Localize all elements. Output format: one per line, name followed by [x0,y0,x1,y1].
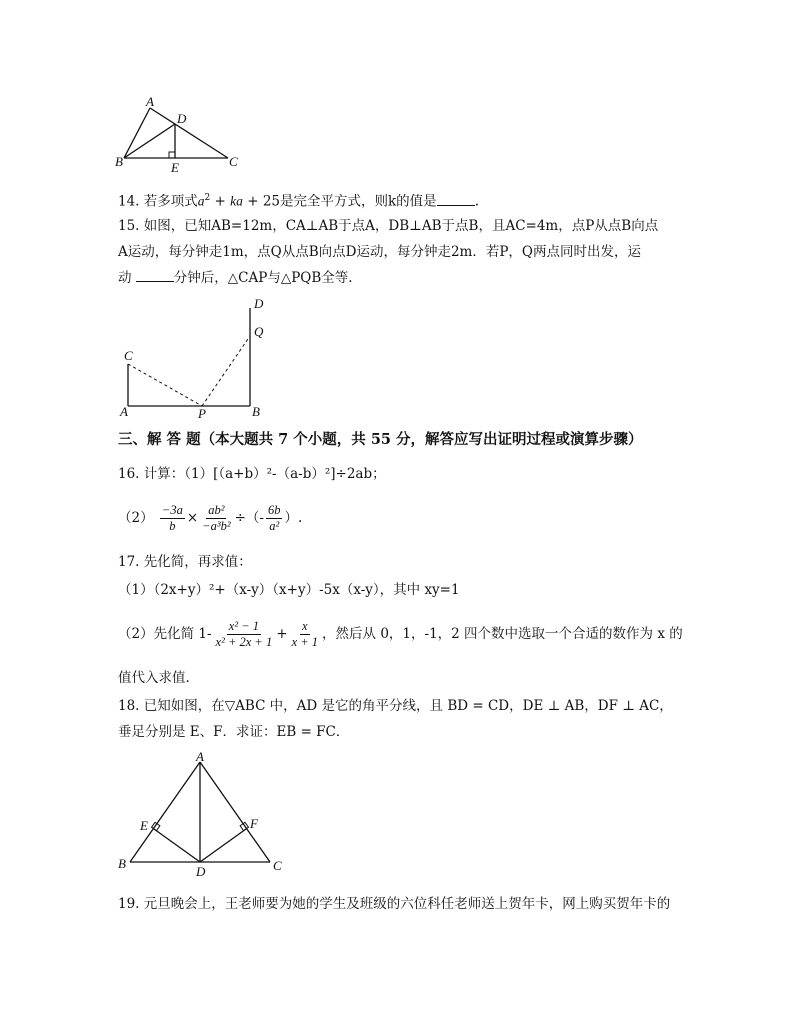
label-C: C [229,154,238,169]
q14-text-pre: 若多项式 [143,193,198,210]
question-17-line-4: 值代入求值. [118,670,190,686]
question-15-line-3 [118,268,678,288]
q15-text-pre: 动 [118,270,136,286]
figure-triangle-abc-def [110,750,300,880]
label-D: D [177,111,187,126]
question-15-line-2: A运动，每分钟走1m，点Q从点B向点D运动，每分钟走2m．若P，Q两点同时出发，运 [118,244,641,260]
label-C: C [124,348,133,363]
question-16-part-1: 16. 计算：（1）[（a+b）²-（a-b）²]÷2ab； [118,466,386,482]
q16-part-2-label: （2） [118,510,154,526]
figure-1-svg [110,92,250,174]
question-17-part-1: （1）（2x+y）²+（x-y）（x+y）-5x（x-y），其中 xy=1 [118,582,460,598]
label-D: D [196,864,206,879]
question-16-part-2 [118,498,678,538]
label-B: B [118,856,126,871]
q14-end: . [474,193,479,210]
label-F: F [250,816,258,831]
q14-plus: + [210,193,231,210]
q16-times: × [186,510,199,526]
q16-divide: ÷（- [234,510,264,526]
question-14: 14. 若多项式$a^2$ + ka + 25是完全平方式，则k的值是 . [118,193,479,210]
figure-cap-pqb [112,294,272,422]
label-B: B [115,154,123,169]
question-15-line-1: 15. 如图，已知AB=12m，CA⊥AB于点A，DB⊥AB于点B，且AC=4m，点P从点B向点 [118,218,659,234]
q17-fraction-1: $\frac{\text{x² − 1}}{\text{x² + 2x + 1}}$ [215,619,273,649]
q16-close: ）. [284,510,303,526]
label-E: E [140,818,148,833]
question-18-line-2: 垂足分别是 E、F．求证：EB = FC． [118,724,350,740]
q17-part-2-pre: （2）先化简 1- [118,626,212,642]
q14-answer-blank[interactable] [437,193,475,206]
figure-2-svg [112,294,272,422]
q16-fraction-2: $\frac{\text{ab²}}{\text{−a³b²}}$ [202,503,231,533]
q15-text-post: 分钟后，△CAP与△PQB全等. [173,270,353,286]
q14-term-ka: ka [230,193,243,209]
question-19-line-1: 19. 元旦晚会上，王老师要为她的学生及班级的六位科任老师送上贺年卡，网上购买贺年卡的 [118,896,671,912]
figure-triangle-abc-de [110,92,250,174]
q17-part-2-post: ，然后从 0，1，-1，2 四个数中选取一个合适的数作为 x 的 [322,626,683,642]
q14-number: 14. [118,193,140,210]
label-P: P [198,406,206,421]
question-17-part-2 [118,614,683,654]
q16-fraction-1: $\frac{-3a}{b}$ [161,503,183,533]
label-Q: Q [254,324,264,339]
label-A: A [120,404,128,419]
label-D: D [254,296,264,311]
label-C: C [273,858,282,873]
label-A: A [196,750,204,764]
figure-3-svg [110,750,300,880]
label-E: E [171,160,179,174]
label-A: A [146,94,154,109]
q15-answer-blank[interactable] [136,269,174,282]
q14-constant: + 25 [242,193,280,210]
q17-plus: + [276,626,288,642]
q17-fraction-2: $\frac{x}{x + 1}$ [291,619,319,649]
q16-fraction-3: $\frac{6b}{\text{a²}}$ [267,503,281,533]
q14-text-post: 是完全平方式，则k的值是 [280,193,437,210]
q14-var-a: a [197,193,205,209]
question-18-line-1: 18. 已知如图，在▽ABC 中，AD 是它的角平分线，且 BD = CD，DE ⊥ AB，DF ⊥ AC， [118,698,673,714]
question-17-intro: 17. 先化简，再求值： [118,554,252,570]
section-3-heading: 三、解 答 题（本大题共 7 个小题，共 55 分，解答应写出证明过程或演算步骤） [118,431,643,448]
label-B: B [252,404,260,419]
